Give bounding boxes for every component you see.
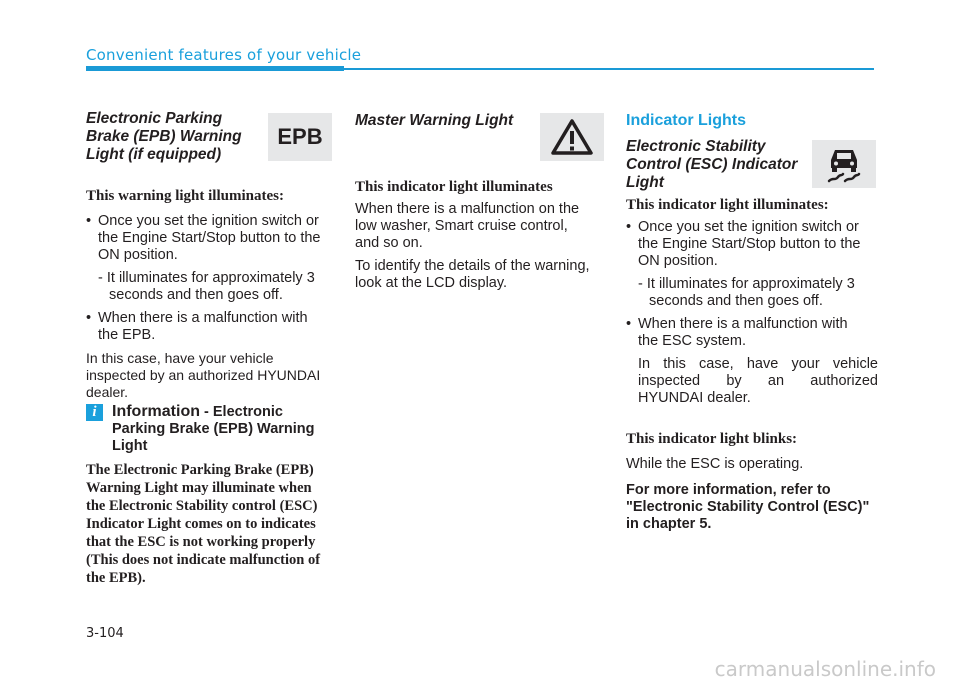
text-line: low washer, Smart cruise control, (355, 218, 568, 234)
text-line: inspected by an authorized HYUNDAI (86, 367, 321, 383)
epb-illuminates-heading: This warning light illuminates: (86, 188, 284, 204)
text-line: When there is a malfunction with (638, 316, 848, 332)
esc-bullet-2 (626, 316, 878, 350)
text-line: ON position. (638, 253, 718, 269)
text-line: the EPB). (86, 570, 146, 586)
text-line: Warning Light may illuminate when (86, 480, 312, 496)
text-line: The Electronic Parking Brake (EPB) (86, 462, 314, 478)
information-title-line: Parking Brake (EPB) Warning (112, 421, 315, 437)
information-word: Information (112, 403, 200, 420)
text-line: In this case, have your vehicle (638, 356, 878, 372)
text-line: Indicator Light comes on to indicates (86, 516, 316, 532)
text-line: In this case, have your vehicle (86, 350, 274, 366)
text-line: To identify the details of the warning, (355, 258, 590, 274)
text-line: HYUNDAI dealer. (638, 390, 751, 406)
epb-title-line: Brake (EPB) Warning (86, 128, 242, 145)
text-line: seconds and then goes off. (109, 287, 283, 303)
epb-bullet-2 (86, 310, 336, 344)
text-line: Once you set the ignition switch or (98, 213, 319, 229)
epb-sub-bullet (86, 270, 336, 304)
epb-icon-label: EPB (277, 124, 323, 149)
watermark: carmanualsonline.info (714, 657, 936, 681)
esc-title-line: Light (626, 174, 664, 191)
esc-dealer-paragraph (626, 356, 878, 407)
warning-triangle-svg (550, 118, 594, 156)
text-line: that the ESC is not working properly (86, 534, 316, 550)
esc-title-line: Control (ESC) Indicator (626, 156, 798, 173)
esc-blinks-heading: This indicator light blinks: (626, 431, 798, 447)
esc-illuminates-heading: This indicator light illuminates: (626, 197, 829, 213)
indicator-lights-heading: Indicator Lights (626, 112, 746, 129)
esc-title-line: Electronic Stability (626, 138, 766, 155)
warning-triangle-icon (540, 113, 604, 161)
text-line: inspected by an authorized (638, 373, 878, 389)
esc-blinks-body: While the ESC is operating. (626, 456, 804, 472)
epb-title-line: Electronic Parking (86, 110, 223, 127)
text-line: in chapter 5. (626, 516, 712, 532)
text-line: For more information, refer to (626, 482, 831, 498)
master-illuminates-heading: This indicator light illuminates (355, 179, 553, 195)
text-line: seconds and then goes off. (649, 293, 823, 309)
text-line: the Electronic Stability control (ESC) (86, 498, 318, 514)
text-line: the Engine Start/Stop button to the (638, 236, 861, 252)
text-line: the Engine Start/Stop button to the (98, 230, 321, 246)
information-heading (112, 403, 337, 455)
text-line: When there is a malfunction on the (355, 201, 580, 217)
information-body (86, 461, 336, 587)
text-line: the EPB. (98, 327, 156, 343)
text-line: ON position. (98, 247, 178, 263)
epb-indicator-icon (268, 113, 332, 161)
header-title: Convenient features of your vehicle (86, 46, 362, 64)
information-title-line: Light (112, 438, 148, 454)
master-warning-title: Master Warning Light (355, 112, 514, 129)
esc-skid-svg (824, 144, 864, 184)
esc-skid-icon (812, 140, 876, 188)
master-paragraph-1 (355, 201, 607, 252)
epb-dealer-paragraph (86, 350, 336, 401)
text-line: the ESC system. (638, 333, 746, 349)
page-number: 3-104 (86, 626, 124, 641)
header-accent-bar (86, 66, 344, 71)
information-title-line: - Electronic (200, 404, 283, 420)
text-line: and so on. (355, 235, 423, 251)
text-line: dealer. (86, 384, 129, 400)
text-line: look at the LCD display. (355, 275, 508, 291)
text-line: Once you set the ignition switch or (638, 219, 859, 235)
esc-reference (626, 482, 878, 533)
epb-title-line: Light (if equipped) (86, 146, 222, 163)
text-line: - It illuminates for approximately 3 (98, 270, 315, 286)
master-paragraph-2 (355, 258, 607, 292)
epb-bullet-1 (86, 213, 336, 264)
information-icon: i (86, 404, 103, 421)
esc-sub-bullet (626, 276, 878, 310)
text-line: When there is a malfunction with (98, 310, 308, 326)
text-line: - It illuminates for approximately 3 (638, 276, 855, 292)
text-line: (This does not indicate malfunction of (86, 552, 321, 568)
text-line: "Electronic Stability Control (ESC)" (626, 499, 870, 515)
esc-bullet-1 (626, 219, 878, 270)
header-rule (344, 68, 874, 70)
